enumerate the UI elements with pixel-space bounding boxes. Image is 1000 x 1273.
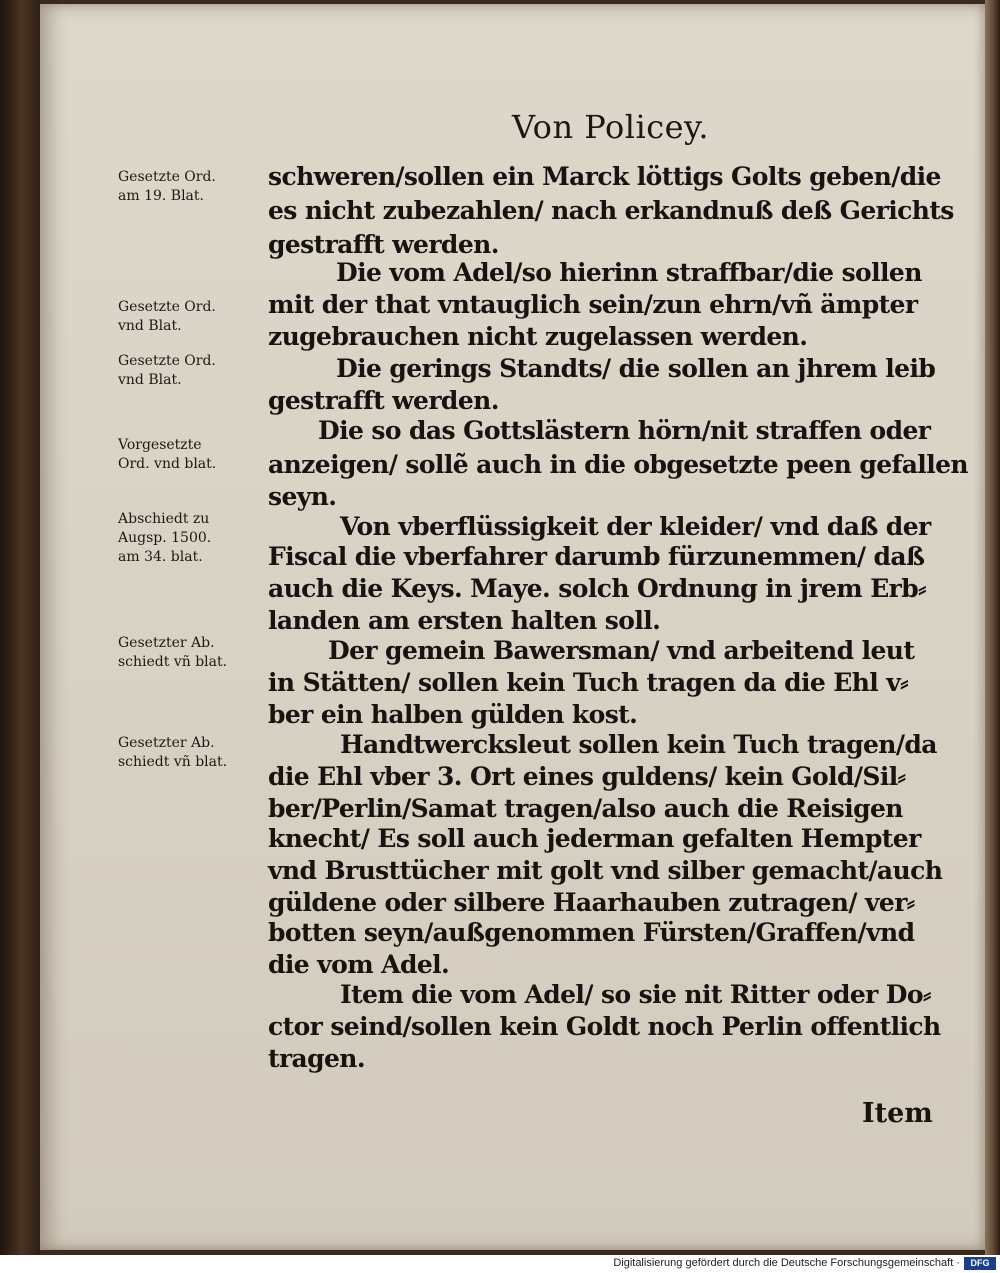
body-line: ber ein halben gülden kost. (268, 700, 638, 729)
body-line: die vom Adel. (268, 950, 450, 979)
body-line: Handtwercksleut sollen kein Tuch tragen/da (340, 730, 937, 759)
body-line: ctor seind/sollen kein Goldt noch Perlin offentlich (268, 1012, 941, 1041)
body-line: die Ehl vber 3. Ort eines guldens/ kein Gold/Sil⸗ (268, 762, 906, 791)
body-line: Die gerings Standts/ die sollen an jhrem leib (336, 354, 936, 383)
body-line: tragen. (268, 1044, 365, 1073)
margin-note: Vorgesetzte Ord. vnd blat. (118, 437, 217, 472)
body-line: Item die vom Adel/ so sie nit Ritter oder Do⸗ (340, 980, 931, 1009)
dfg-logo: DFG (964, 1257, 996, 1270)
catchword: Item (862, 1098, 933, 1129)
body-line: seyn. (268, 482, 337, 511)
body-line: in Stätten/ sollen kein Tuch tragen da die Ehl v⸗ (268, 668, 908, 697)
margin-note: Abschiedt zu Augsp. 1500. am 34. blat. (118, 511, 212, 565)
margin-note: Gesetzte Ord. vnd Blat. (118, 299, 216, 334)
footer-credit: Digitalisierung gefördert durch die Deutsche Forschungsgemeinschaft · (613, 1257, 960, 1269)
book-spine (0, 0, 40, 1255)
footer (0, 1255, 1000, 1273)
body-line: auch die Keys. Maye. solch Ordnung in jrem Erb⸗ (268, 574, 926, 603)
body-line: mit der that vntauglich sein/zun ehrn/vñ ämpter (268, 290, 918, 319)
body-line: Von vberflüssigkeit der kleider/ vnd daß der (340, 512, 931, 541)
page-edge (985, 0, 1000, 1255)
body-line: zugebrauchen nicht zugelassen werden. (268, 322, 808, 351)
body-line: Die so das Gottslästern hörn/nit straffen oder (318, 416, 931, 445)
margin-note: Gesetzter Ab. schiedt vñ blat. (118, 735, 228, 770)
body-line: ber/Perlin/Samat tragen/also auch die Reisigen (268, 794, 903, 823)
margin-note: Gesetzte Ord. vnd Blat. (118, 353, 216, 388)
body-line: landen am ersten halten soll. (268, 606, 661, 635)
body-line: anzeigen/ sollẽ auch in die obgesetzte peen gefallen (268, 450, 968, 479)
running-head: Von Policey. (512, 108, 710, 146)
body-line: gestrafft werden. (268, 230, 499, 259)
body-line: güldene oder silbere Haarhauben zutragen/ ver⸗ (268, 888, 915, 917)
body-line: gestrafft werden. (268, 386, 499, 415)
body-line: botten seyn/außgenommen Fürsten/Graffen/vnd (268, 918, 915, 947)
body-line: knecht/ Es soll auch jederman gefalten Hempter (268, 824, 921, 853)
body-line: Der gemein Bawersman/ vnd arbeitend leut (328, 636, 915, 665)
body-line: vnd Brusttücher mit golt vnd silber gemacht/auch (268, 856, 943, 885)
body-line: es nicht zubezahlen/ nach erkandnuß deß Gerichts (268, 196, 954, 225)
body-line: Die vom Adel/so hierinn straffbar/die sollen (336, 258, 922, 287)
margin-note: Gesetzter Ab. schiedt vñ blat. (118, 635, 228, 670)
margin-note: Gesetzte Ord. am 19. Blat. (118, 169, 216, 204)
body-line: Fiscal die vberfahrer darumb fürzunemmen/ daß (268, 542, 925, 571)
body-line: schweren/sollen ein Marck löttigs Golts geben/die (268, 162, 941, 191)
